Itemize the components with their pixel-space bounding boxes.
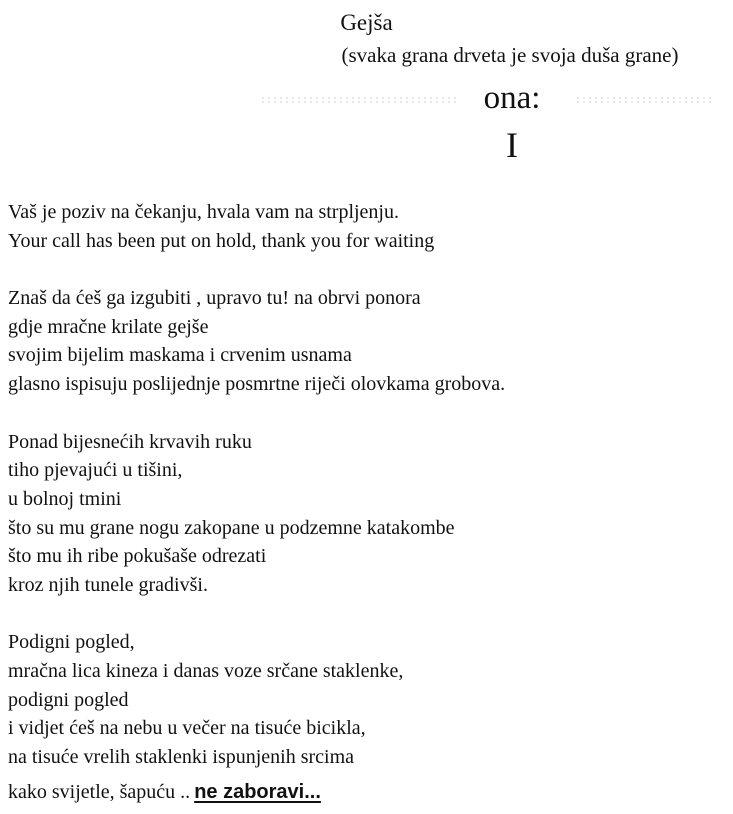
speaker-label: ona: — [483, 80, 541, 116]
poem-title: Gejša — [340, 10, 393, 35]
poem-line: tiho pjevajući u tišini, — [8, 459, 183, 482]
poem-line: u bolnoj tmini — [8, 487, 122, 510]
poem-line: Ponad bijesnećih krvavih ruku — [8, 430, 252, 453]
poem-line: na tisuće vrelih staklenki ispunjenih srcima — [8, 746, 355, 769]
stanza-break — [8, 255, 723, 284]
poem-subtitle: (svaka grana drveta je svoja duša grane) — [341, 43, 679, 67]
poem-line: što su mu grane nogu zakopane u podzemne katakombe — [8, 516, 455, 539]
poem-line: gdje mračne krilate gejše — [8, 315, 209, 338]
final-line-text: kako svijetle, šapuću .. — [8, 781, 191, 803]
poem-line: Your call has been put on hold, thank you for waiting — [8, 229, 435, 252]
poem-line: glasno ispisuju poslijednje posmrtne riječi olovkama grobova. — [8, 373, 506, 396]
poem-line: Vaš je poziv na čekanju, hvala vam na strpljenju. — [8, 201, 399, 223]
poem-line: Podigni pogled, — [8, 631, 135, 654]
part-number: I — [506, 125, 518, 165]
poem-line: što mu ih ribe pokušaše odrezati — [8, 545, 267, 568]
poem-line: Znaš da ćeš ga izgubiti , upravo tu! na obrvi ponora — [8, 287, 421, 310]
poem-line: kroz njih tunele gradivši. — [8, 573, 208, 596]
poem-line: i vidjet ćeš na nebu u večer na tisuće bicikla, — [8, 717, 366, 740]
emphasized-phrase: ne zaboravi... — [194, 781, 321, 803]
stanza-break — [8, 399, 723, 428]
poem-line: mračna lica kineza i danas voze srčane staklenke, — [8, 660, 404, 682]
poem-body — [8, 198, 723, 772]
final-poem-line — [8, 781, 335, 804]
stanza-break — [8, 600, 723, 629]
poem-line: svojim bijelim maskama i crvenim usnama — [8, 344, 352, 367]
poem-line: podigni pogled — [8, 688, 129, 711]
